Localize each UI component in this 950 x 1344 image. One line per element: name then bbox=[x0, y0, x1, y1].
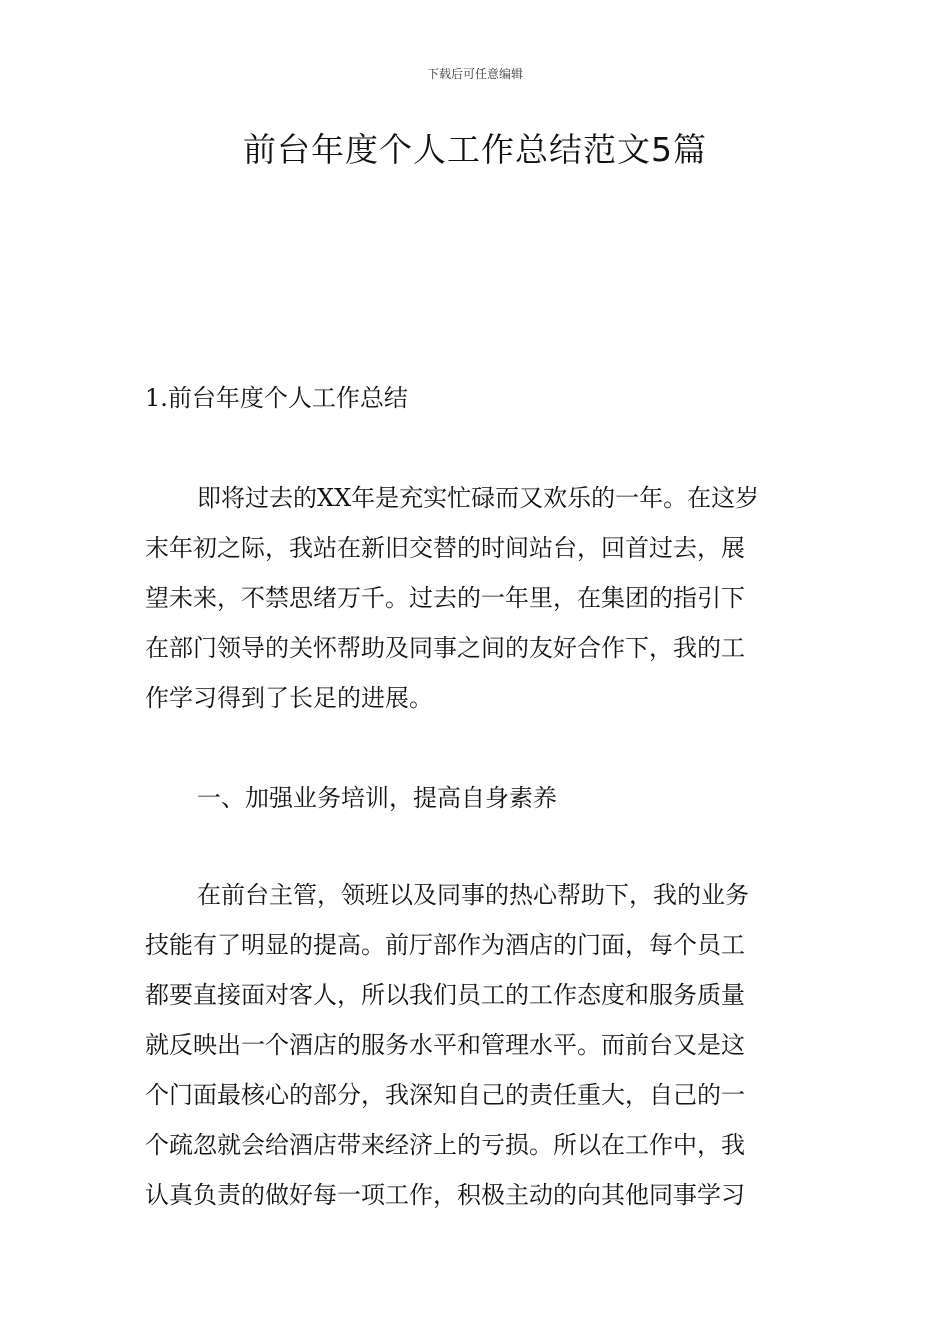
paragraph-line: 技能有了明显的提高。前厅部作为酒店的门面，每个员工 bbox=[145, 931, 745, 959]
paragraph-line: 作学习得到了长足的进展。 bbox=[145, 684, 433, 712]
sub-heading: 一、加强业务培训，提高自身素养 bbox=[197, 784, 557, 812]
document-title: 前台年度个人工作总结范文5篇 bbox=[243, 130, 707, 169]
paragraph-intro bbox=[145, 473, 810, 723]
paragraph-line: 在前台主管，领班以及同事的热心帮助下，我的业务 bbox=[197, 881, 749, 909]
paragraph-line: 末年初之际，我站在新旧交替的时间站台，回首过去，展 bbox=[145, 534, 745, 562]
paragraph-line: 即将过去的XX年是充实忙碌而又欢乐的一年。在这岁 bbox=[197, 484, 760, 512]
paragraph-line: 认真负责的做好每一项工作，积极主动的向其他同事学习 bbox=[145, 1181, 745, 1209]
section-heading: 1.前台年度个人工作总结 bbox=[145, 384, 408, 412]
paragraph-line: 在部门领导的关怀帮助及同事之间的友好合作下，我的工 bbox=[145, 634, 745, 662]
paragraph-line: 个门面最核心的部分，我深知自己的责任重大，自己的一 bbox=[145, 1081, 745, 1109]
paragraph-line: 就反映出一个酒店的服务水平和管理水平。而前台又是这 bbox=[145, 1031, 745, 1059]
paragraph-line: 都要直接面对客人，所以我们员工的工作态度和服务质量 bbox=[145, 981, 745, 1009]
paragraph-line: 望未来，不禁思绪万千。过去的一年里，在集团的指引下 bbox=[145, 584, 745, 612]
header-note: 下载后可任意编辑 bbox=[426, 67, 523, 81]
paragraph-line: 个疏忽就会给酒店带来经济上的亏损。所以在工作中，我 bbox=[145, 1131, 745, 1159]
paragraph-training bbox=[145, 870, 810, 1220]
